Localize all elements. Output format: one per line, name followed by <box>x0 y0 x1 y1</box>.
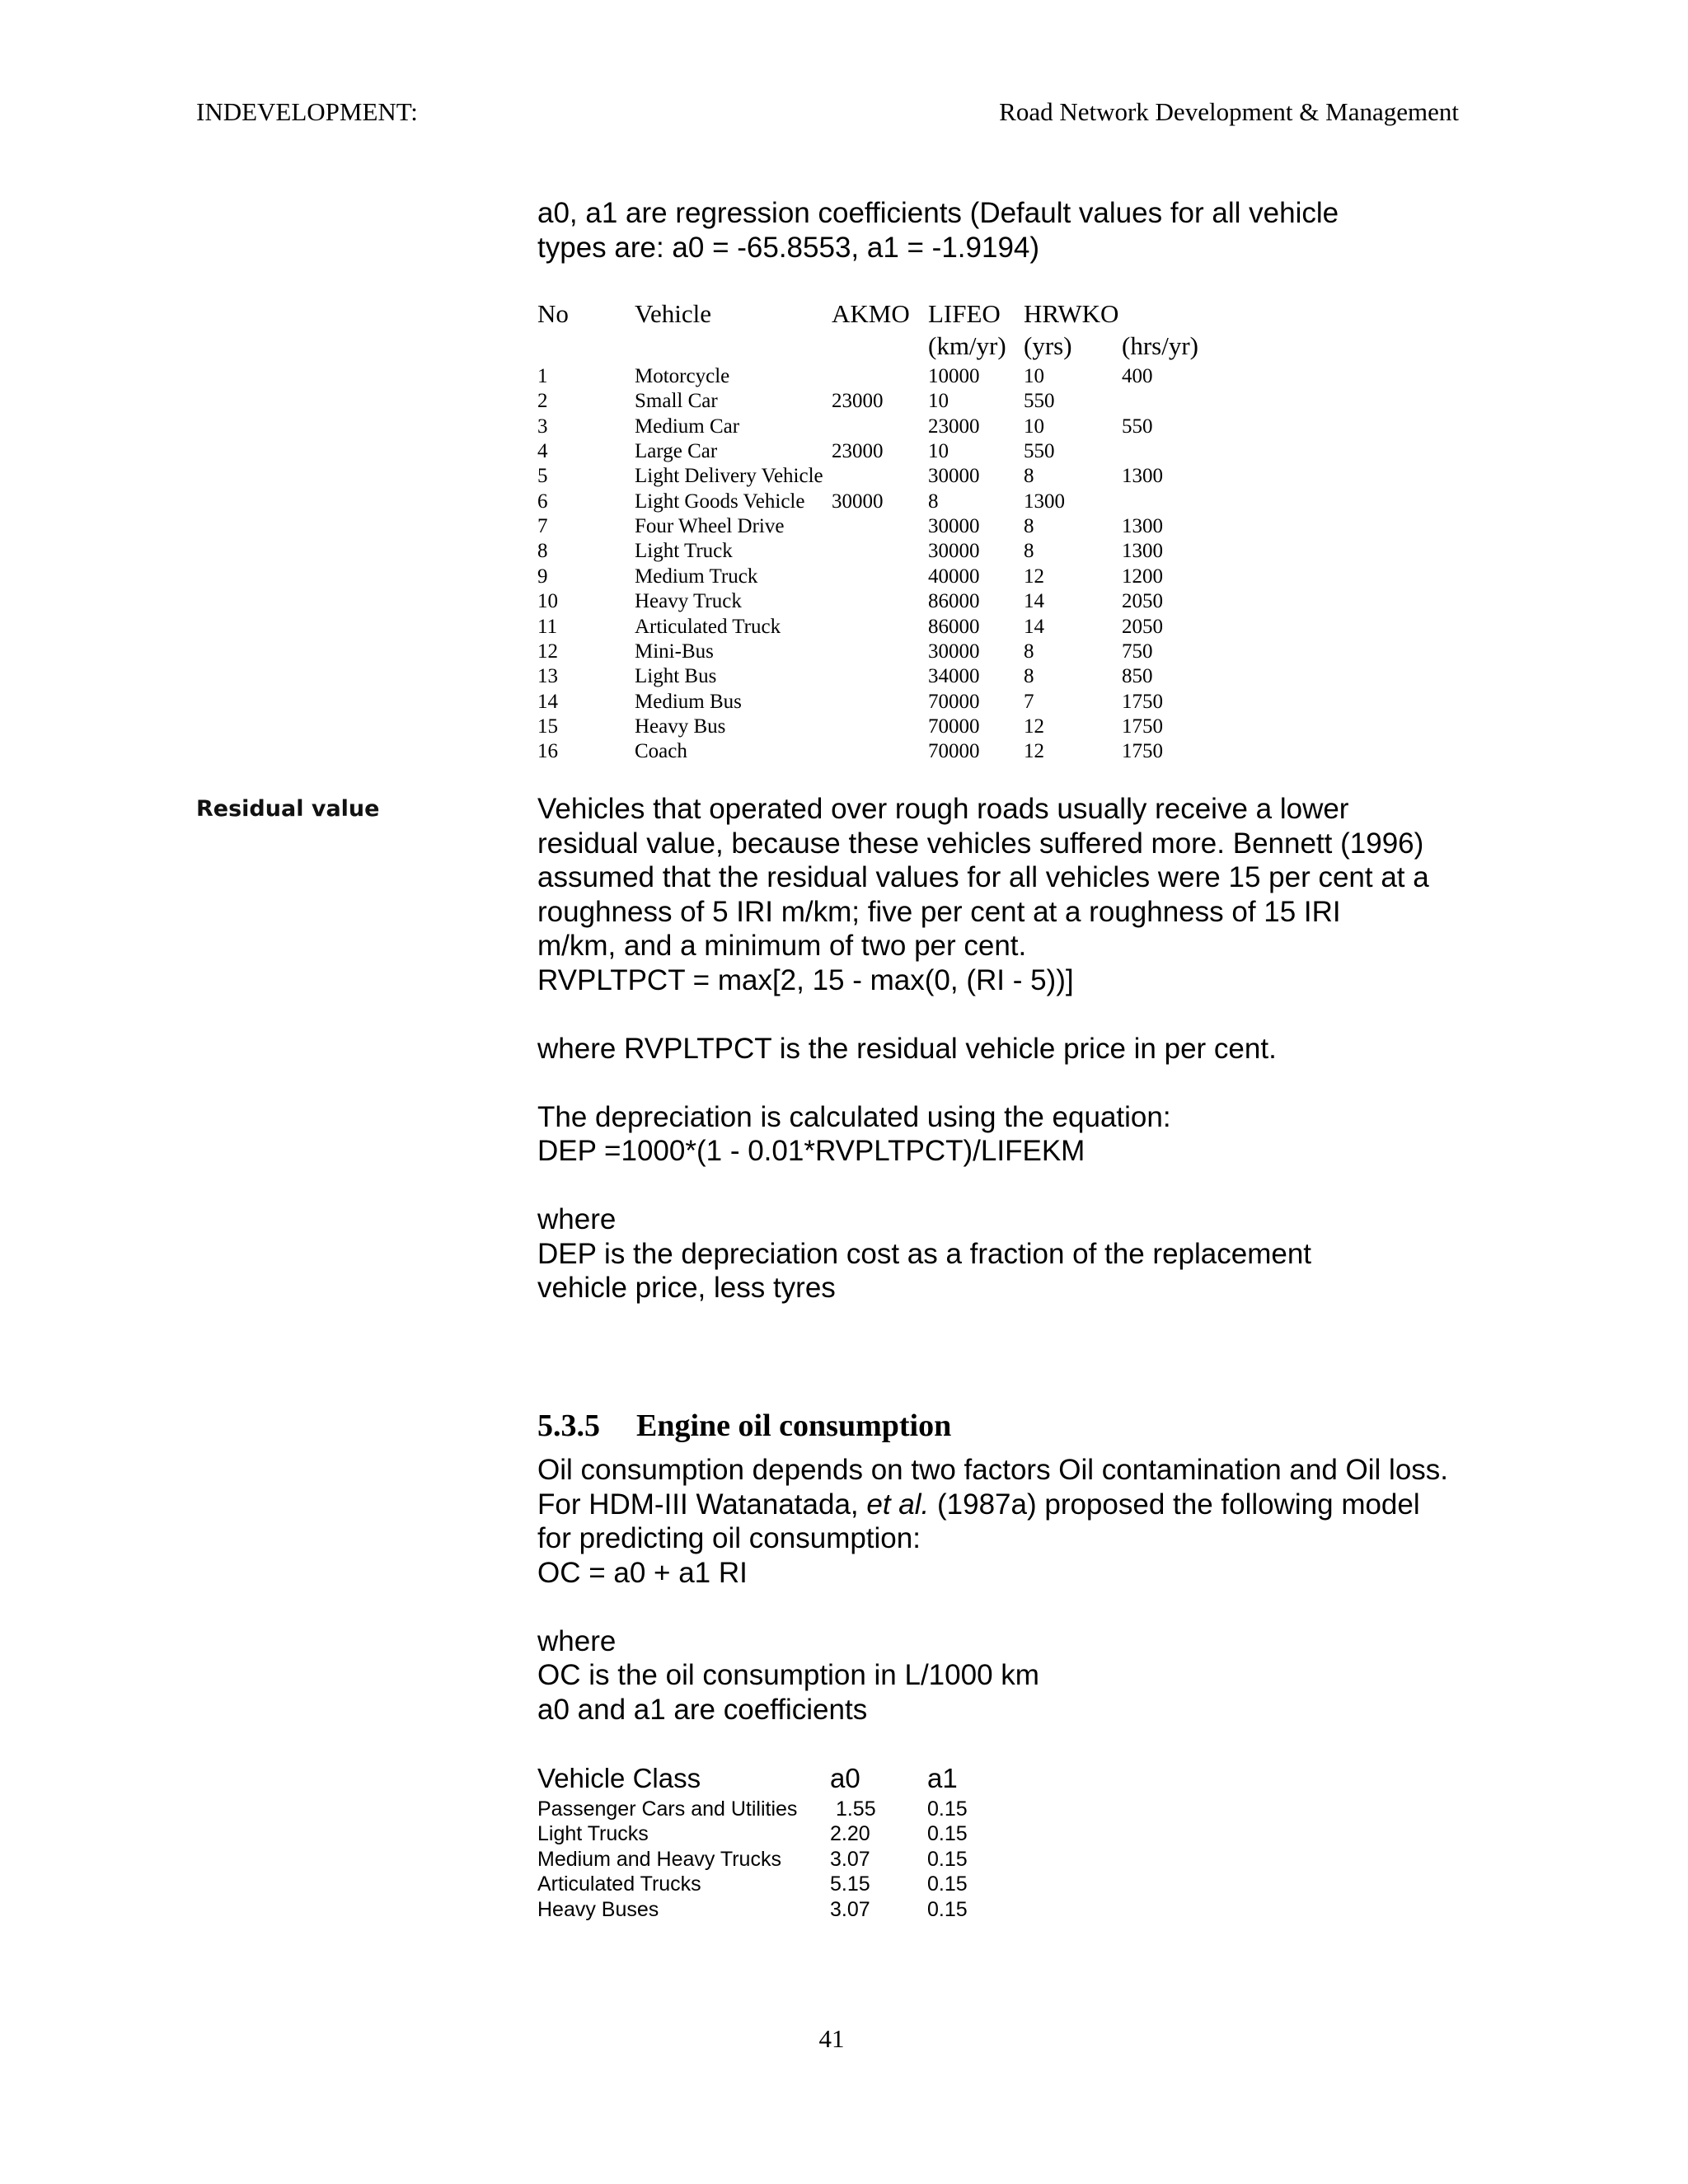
oil-line <box>537 1590 1448 1624</box>
table-cell: 10 <box>537 590 558 613</box>
table-cell: 12 <box>537 640 558 663</box>
table-cell: 1300 <box>1024 490 1065 513</box>
residual-line: where RVPLTPCT is the residual vehicle price in per cent. <box>537 1032 1277 1065</box>
table-cell: Heavy Bus <box>635 715 726 738</box>
table-cell: 3 <box>537 415 548 438</box>
unit-km-yr: (km/yr) <box>928 331 1006 360</box>
residual-line <box>537 997 1429 1032</box>
residual-line: DEP is the depreciation cost as a fraction of the replacement <box>537 1237 1312 1270</box>
table-cell: 9 <box>537 565 548 588</box>
table-cell: Articulated Truck <box>635 615 781 638</box>
column-header-hrwko: HRWKO <box>1024 299 1119 328</box>
page-number: 41 <box>818 2024 845 2053</box>
table-cell: 40000 <box>928 565 980 588</box>
residual-line: where <box>537 1203 617 1235</box>
table-cell: 30000 <box>928 540 980 563</box>
table-cell: 1300 <box>1122 540 1163 563</box>
table-cell: 10000 <box>928 365 980 387</box>
table-cell: Motorcycle <box>635 365 730 387</box>
oil-line-text: For HDM-III Watanatada, <box>537 1488 867 1521</box>
table-cell: 0.15 <box>927 1872 968 1896</box>
intro-line: types are: a0 = -65.8553, a1 = -1.9194) <box>537 231 1040 264</box>
table-cell: 23000 <box>832 390 884 413</box>
section-title: Engine oil consumption <box>636 1408 952 1443</box>
column-header-no: No <box>537 299 569 328</box>
table-cell: 12 <box>1024 715 1044 738</box>
residual-line: roughness of 5 IRI m/km; five per cent at a roughness of 15 IRI <box>537 895 1341 928</box>
table-cell: 2.20 <box>830 1822 870 1846</box>
oil-line: Oil consumption depends on two factors Oil contamination and Oil loss. <box>537 1454 1449 1486</box>
table-cell: 15 <box>537 715 558 738</box>
table-cell: Heavy Truck <box>635 590 742 613</box>
table-cell: 2 <box>537 390 548 413</box>
table-cell: 7 <box>537 515 548 538</box>
table-cell: 30000 <box>928 640 980 663</box>
oil-line <box>537 1488 1448 1522</box>
table-cell: 850 <box>1122 665 1153 688</box>
oil-line: OC is the oil consumption in L/1000 km <box>537 1659 1039 1691</box>
residual-line <box>537 1169 1429 1203</box>
oil-line: where <box>537 1624 617 1657</box>
table-cell: 0.15 <box>927 1822 968 1846</box>
table-cell: 6 <box>537 490 548 513</box>
table-cell: 400 <box>1122 365 1153 387</box>
oil-line: for predicting oil consumption: <box>537 1522 921 1554</box>
table-cell: 30000 <box>832 490 884 513</box>
table-cell: 1750 <box>1122 740 1163 763</box>
residual-line: m/km, and a minimum of two per cent. <box>537 930 1027 962</box>
table-cell: 14 <box>537 690 558 713</box>
table-cell: 750 <box>1122 640 1153 663</box>
table-cell: Coach <box>635 740 687 763</box>
table-cell: 86000 <box>928 615 980 638</box>
running-header-right: Road Network Development & Management <box>999 97 1459 126</box>
table-cell: 70000 <box>928 715 980 738</box>
table-cell: 10 <box>1024 365 1044 387</box>
table-cell: 30000 <box>928 515 980 538</box>
section-number: 5.3.5 <box>537 1408 600 1443</box>
column-header-lifeo: LIFEO <box>928 299 1001 328</box>
column-header-vehicle-class: Vehicle Class <box>537 1763 701 1793</box>
table-cell: 5.15 <box>830 1872 870 1896</box>
residual-line: Vehicles that operated over rough roads usually receive a lower <box>537 793 1349 825</box>
table-cell: 14 <box>1024 615 1044 638</box>
table-cell: 1750 <box>1122 715 1163 738</box>
table-cell: Passenger Cars and Utilities <box>537 1797 798 1821</box>
residual-line: vehicle price, less tyres <box>537 1272 836 1304</box>
residual-line <box>537 1066 1429 1100</box>
table-cell: 2050 <box>1122 590 1163 613</box>
table-cell: Light Truck <box>635 540 733 563</box>
table-cell: 16 <box>537 740 558 763</box>
table-cell: 0.15 <box>927 1847 968 1871</box>
oil-formula: OC = a0 + a1 RI <box>537 1556 748 1589</box>
table-cell: Medium and Heavy Trucks <box>537 1847 781 1871</box>
table-cell: 1200 <box>1122 565 1163 588</box>
table-cell: 7 <box>1024 690 1034 713</box>
table-cell: 8 <box>1024 465 1034 488</box>
table-cell: 8 <box>1024 665 1034 688</box>
intro-line: a0, a1 are regression coefficients (Default values for all vehicle <box>537 197 1339 229</box>
table-cell: 1300 <box>1122 465 1163 488</box>
column-header-vehicle: Vehicle <box>635 299 711 328</box>
oil-line-italic: et al. <box>866 1488 930 1521</box>
table-cell: 23000 <box>832 440 884 463</box>
table-cell: Large Car <box>635 440 718 463</box>
table-cell: 70000 <box>928 740 980 763</box>
oil-line-text: (1987a) proposed the following model <box>929 1488 1420 1521</box>
intro-paragraph <box>537 196 1339 265</box>
residual-line: assumed that the residual values for all vehicles were 15 per cent at a <box>537 861 1429 893</box>
oil-consumption-paragraph <box>537 1453 1448 1727</box>
table-cell: Articulated Trucks <box>537 1872 701 1896</box>
table-cell: Heavy Buses <box>537 1897 659 1921</box>
table-cell: 0.15 <box>927 1797 968 1821</box>
residual-line: residual value, because these vehicles suffered more. Bennett (1996) <box>537 827 1424 860</box>
table-cell: 14 <box>1024 590 1044 613</box>
table-cell: 3.07 <box>830 1897 870 1921</box>
table-cell: Light Delivery Vehicle <box>635 465 823 488</box>
table-cell: 2050 <box>1122 615 1163 638</box>
table-cell: Small Car <box>635 390 718 413</box>
table-cell: 10 <box>928 440 949 463</box>
residual-line: The depreciation is calculated using the equation: <box>537 1100 1171 1133</box>
table-cell: 3.07 <box>830 1847 870 1871</box>
table-cell: Light Trucks <box>537 1822 649 1846</box>
table-cell: 12 <box>1024 565 1044 588</box>
table-cell: Light Bus <box>635 665 717 688</box>
table-cell: 8 <box>537 540 548 563</box>
table-cell: 4 <box>537 440 548 463</box>
oil-line: a0 and a1 are coefficients <box>537 1693 868 1726</box>
table-cell: 1.55 <box>830 1797 876 1821</box>
column-header-a1: a1 <box>927 1763 958 1793</box>
section-heading <box>537 1408 951 1444</box>
table-cell: 550 <box>1122 415 1153 438</box>
column-header-akmo: AKMO <box>832 299 910 328</box>
table-cell: 550 <box>1024 440 1055 463</box>
table-cell: 86000 <box>928 590 980 613</box>
residual-value-paragraph <box>537 792 1429 1305</box>
table-cell: 30000 <box>928 465 980 488</box>
table-cell: Light Goods Vehicle <box>635 490 805 513</box>
unit-yrs: (yrs) <box>1024 331 1072 360</box>
residual-line: RVPLTPCT = max[2, 15 - max(0, (RI - 5))] <box>537 963 1074 996</box>
table-cell: 8 <box>928 490 939 513</box>
table-cell: 0.15 <box>927 1897 968 1921</box>
table-cell: 8 <box>1024 515 1034 538</box>
table-cell: 34000 <box>928 665 980 688</box>
table-cell: 550 <box>1024 390 1055 413</box>
table-cell: Mini-Bus <box>635 640 714 663</box>
column-header-a0: a0 <box>830 1763 860 1793</box>
table-cell: 5 <box>537 465 548 488</box>
table-cell: 1 <box>537 365 548 387</box>
table-cell: 10 <box>928 390 949 413</box>
table-cell: 70000 <box>928 690 980 713</box>
table-cell: 8 <box>1024 540 1034 563</box>
table-cell: 1750 <box>1122 690 1163 713</box>
table-cell: 23000 <box>928 415 980 438</box>
table-cell: 1300 <box>1122 515 1163 538</box>
residual-line: DEP =1000*(1 - 0.01*RVPLTPCT)/LIFEKM <box>537 1135 1085 1167</box>
table-cell: Medium Car <box>635 415 740 438</box>
table-cell: 10 <box>1024 415 1044 438</box>
table-cell: 11 <box>537 615 558 638</box>
margin-label-residual-value: Residual value <box>196 796 380 822</box>
running-header-left: INDEVELOPMENT: <box>196 97 418 126</box>
table-cell: Medium Bus <box>635 690 742 713</box>
table-cell: 13 <box>537 665 558 688</box>
unit-hrs-yr: (hrs/yr) <box>1122 331 1198 360</box>
table-cell: Four Wheel Drive <box>635 515 785 538</box>
table-cell: 8 <box>1024 640 1034 663</box>
table-cell: 12 <box>1024 740 1044 763</box>
table-cell: Medium Truck <box>635 565 758 588</box>
